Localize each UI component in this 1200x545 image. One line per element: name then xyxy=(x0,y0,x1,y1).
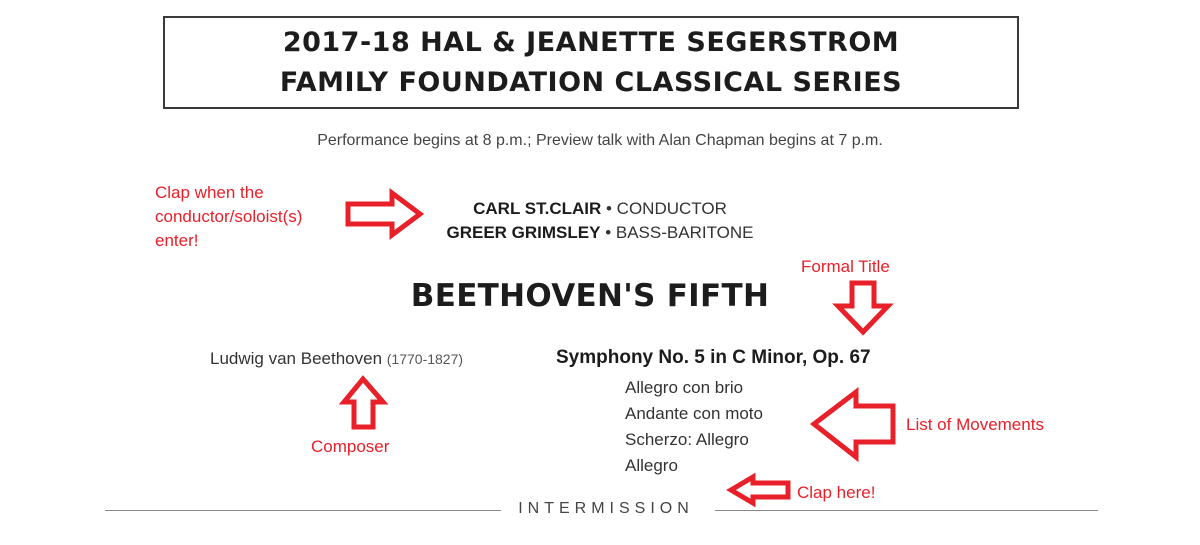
annotation-composer: Composer xyxy=(311,437,390,456)
annotation-text: enter! xyxy=(155,231,199,250)
composer-dates: (1770-1827) xyxy=(386,351,464,367)
annotation-clap-here: Clap here! xyxy=(797,483,876,502)
series-title-line-1: 2017-18 HAL & JEANETTE SEGERSTROM xyxy=(282,26,900,58)
performer-name: GREER GRIMSLEY xyxy=(446,223,601,242)
movement-item: Allegro con brio xyxy=(625,378,744,397)
program-title: BEETHOVEN'S FIFTH xyxy=(410,278,770,314)
movement-item: Allegro xyxy=(625,456,678,475)
composer-name: Ludwig van Beethoven xyxy=(210,349,383,368)
work-title: Symphony No. 5 in C Minor, Op. 67 xyxy=(556,347,871,368)
movement-item: Andante con moto xyxy=(625,404,763,423)
annotation-list-of-movements: List of Movements xyxy=(906,415,1044,434)
performer-name: CARL ST.CLAIR xyxy=(473,199,602,218)
annotation-text: conductor/soloist(s) xyxy=(155,207,303,226)
annotation-text: Clap when the xyxy=(155,183,264,202)
performer-role: CONDUCTOR xyxy=(616,199,727,218)
performance-note: Performance begins at 8 p.m.; Preview talk with Alan Chapman begins at 7 p.m. xyxy=(317,132,883,149)
annotation-formal-title: Formal Title xyxy=(801,257,890,276)
series-title-line-2: FAMILY FOUNDATION CLASSICAL SERIES xyxy=(279,66,903,98)
movement-item: Scherzo: Allegro xyxy=(625,430,749,449)
intermission-label: INTERMISSION xyxy=(518,500,694,517)
performer-separator: • xyxy=(600,223,616,242)
performer-role: BASS-BARITONE xyxy=(615,223,754,242)
performer-separator: • xyxy=(601,199,617,218)
